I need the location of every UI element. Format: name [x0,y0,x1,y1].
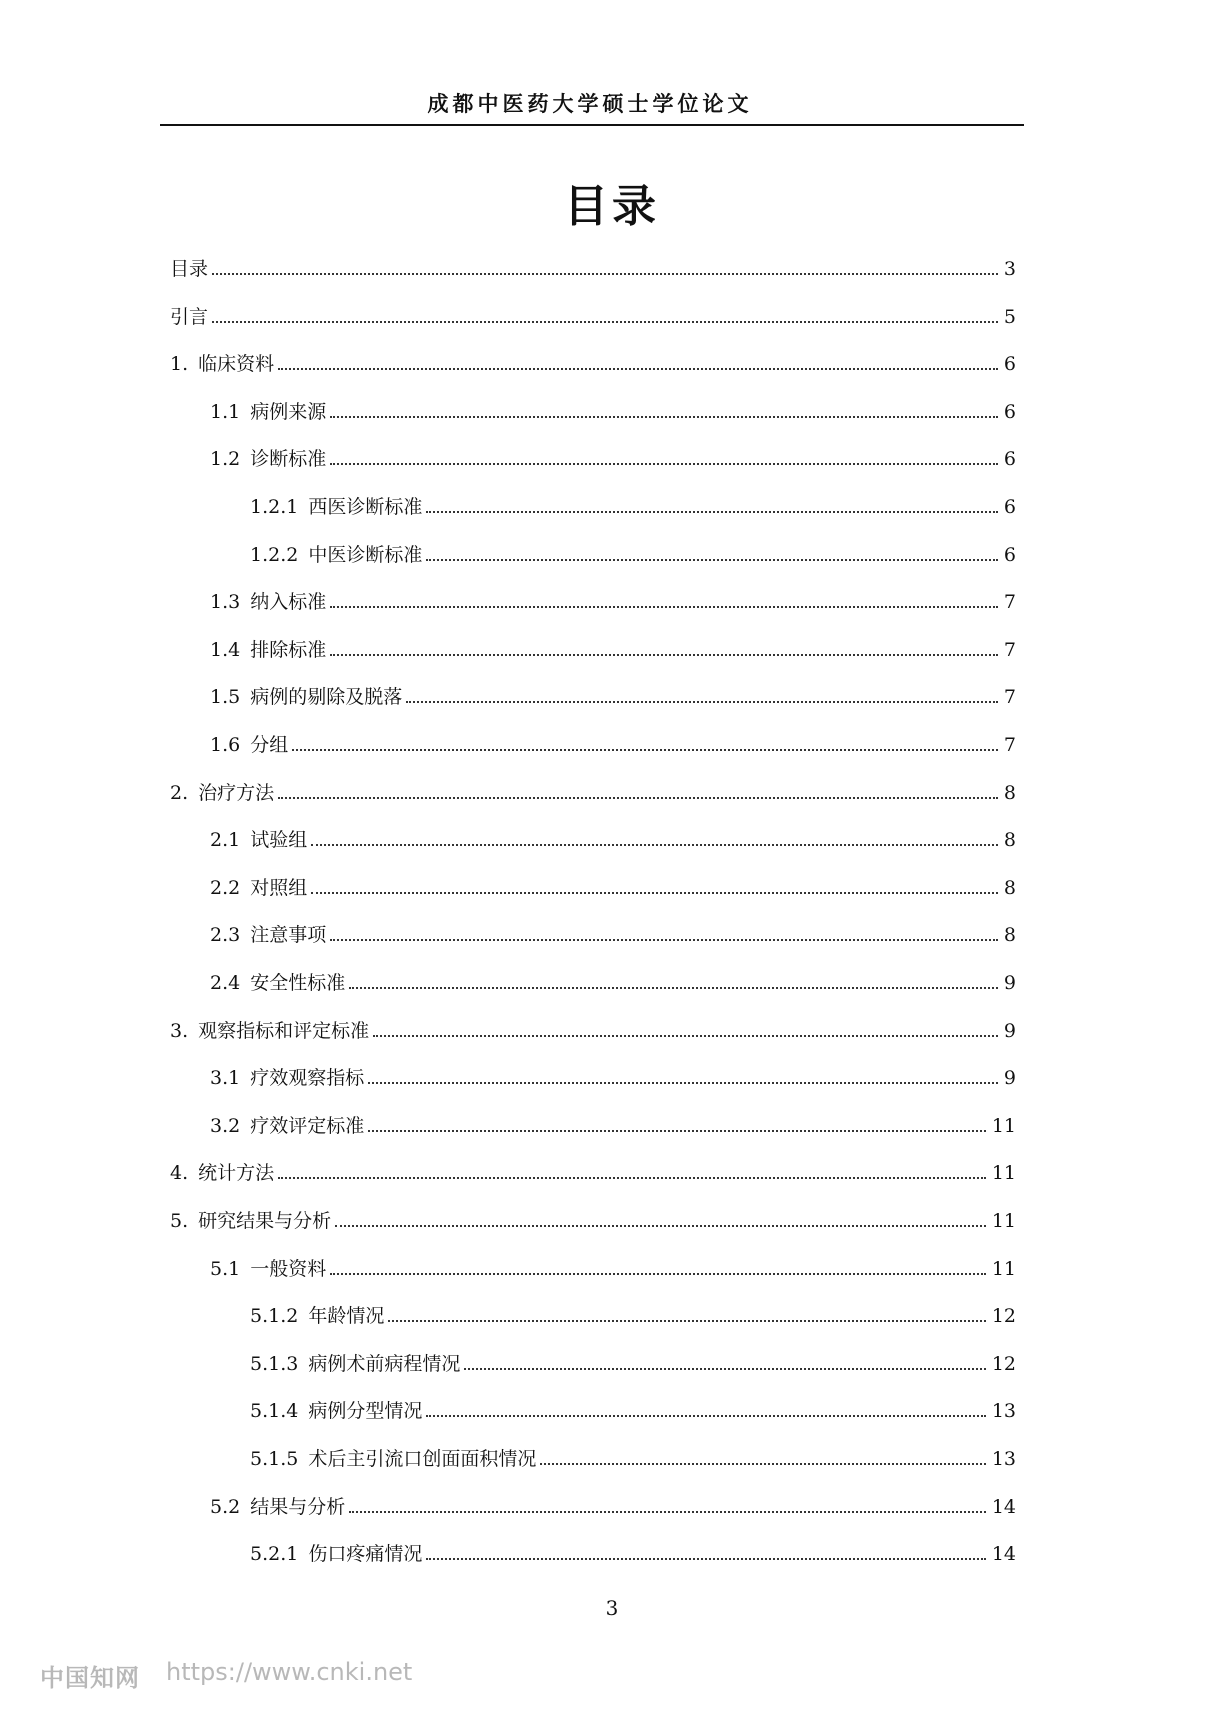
toc-entry-number: 1.2.2 [250,544,299,566]
toc-entry-label: 研究结果与分析 [198,1210,332,1232]
toc-entry-number: 1.2 [210,448,241,470]
toc-entry[interactable] [210,732,1016,758]
toc-entry-label: 术后主引流口创面面积情况 [308,1448,537,1470]
toc-entry-page: 8 [1003,829,1016,851]
toc-entry-page: 11 [991,1162,1016,1184]
toc-entry[interactable] [250,1541,1016,1567]
toc-leader-dots [540,1462,985,1465]
toc-entry-label: 目录 [170,258,209,280]
toc-entry-page: 9 [1003,1020,1016,1042]
toc-entry[interactable] [210,875,1016,901]
toc-entry-page: 8 [1003,877,1016,899]
watermark [40,1658,412,1693]
toc-entry-page: 7 [1003,591,1016,613]
toc-entry[interactable] [250,1351,1016,1377]
running-header: 成都中医药大学硕士学位论文 [427,91,753,116]
toc-entry-number: 3.2 [210,1115,241,1137]
toc-leader-dots [278,796,998,799]
toc-entry-page: 14 [991,1496,1016,1518]
toc-leader-dots [278,367,998,370]
toc-entry[interactable] [210,1256,1016,1282]
toc-leader-dots [330,605,998,608]
toc-entry-number: 5. [170,1210,189,1232]
toc-entry[interactable] [210,399,1016,425]
toc-entry-page: 8 [1003,782,1016,804]
toc-entry[interactable] [210,589,1016,615]
toc-entry-label: 病例术前病程情况 [308,1353,461,1375]
toc-entry[interactable] [210,637,1016,663]
toc-entry[interactable] [170,1160,1016,1186]
toc-leader-dots [388,1319,985,1322]
watermark-brand: 中国知网 [40,1664,140,1692]
toc-entry-number: 5.1.4 [250,1400,299,1422]
toc-entry-page: 6 [1003,401,1016,423]
toc-entry-page: 13 [991,1448,1016,1470]
toc-entry-number: 3.1 [210,1067,241,1089]
toc-entry-number: 5.1.3 [250,1353,299,1375]
toc-entry[interactable] [210,446,1016,472]
toc-leader-dots [426,510,998,513]
toc-leader-dots [426,1557,985,1560]
toc-entry-label: 年龄情况 [308,1305,385,1327]
toc-leader-dots [212,272,998,275]
toc-entry-number: 4. [170,1162,189,1184]
toc-entry-page: 3 [1003,258,1016,280]
toc-entry[interactable] [250,494,1016,520]
toc-entry-number: 1.2.1 [250,496,299,518]
toc-entry-number: 1.3 [210,591,241,613]
toc-leader-dots [368,1129,986,1132]
toc-entry-label: 伤口疼痛情况 [308,1543,423,1565]
toc-entry[interactable] [250,542,1016,568]
toc-entry-label: 病例的剔除及脱落 [250,686,403,708]
toc-entry-page: 7 [1003,686,1016,708]
toc-entry-label: 治疗方法 [198,782,275,804]
toc-entry-number: 5.1.2 [250,1305,299,1327]
toc-entry[interactable] [210,922,1016,948]
toc-entry-label: 纳入标准 [250,591,327,613]
toc-entry[interactable] [210,684,1016,710]
toc-entry-number: 1.1 [210,401,241,423]
toc-entry-label: 引言 [170,306,209,328]
toc-entry-label: 病例分型情况 [308,1400,423,1422]
toc-leader-dots [311,891,998,894]
toc-entry-number: 2.1 [210,829,241,851]
toc-entry[interactable] [250,1303,1016,1329]
toc-entry-label: 对照组 [250,877,308,899]
toc-entry-page: 9 [1003,1067,1016,1089]
toc-entry[interactable] [250,1398,1016,1424]
toc-entry[interactable] [210,1065,1016,1091]
toc-entry-number: 1.5 [210,686,241,708]
toc-entry-number: 1. [170,353,189,375]
toc-entry-page: 7 [1003,639,1016,661]
toc-entry[interactable] [210,827,1016,853]
toc-entry-number: 5.1 [210,1258,241,1280]
toc-entry[interactable] [210,970,1016,996]
toc-entry-page: 7 [1003,734,1016,756]
toc-entry[interactable] [170,1018,1016,1044]
toc-entry[interactable] [170,256,1016,282]
toc-entry-page: 11 [991,1115,1016,1137]
toc-entry[interactable] [170,1208,1016,1234]
toc-entry-label: 统计方法 [198,1162,275,1184]
toc-leader-dots [335,1224,986,1227]
toc-entry-page: 6 [1003,448,1016,470]
toc-leader-dots [212,320,998,323]
toc-entry-page: 11 [991,1258,1016,1280]
toc-entry-label: 疗效评定标准 [250,1115,365,1137]
toc-entry-label: 临床资料 [198,353,275,375]
toc-entry[interactable] [170,351,1016,377]
toc-leader-dots [373,1034,998,1037]
toc-entry-number: 2. [170,782,189,804]
toc-leader-dots [330,938,998,941]
toc-entry-page: 9 [1003,972,1016,994]
toc-entry-number: 2.3 [210,924,241,946]
toc-leader-dots [464,1367,985,1370]
toc-entry-label: 疗效观察指标 [250,1067,365,1089]
toc-leader-dots [330,415,998,418]
toc-entry-page: 11 [991,1210,1016,1232]
toc-entry[interactable] [170,304,1016,330]
toc-entry-page: 14 [991,1543,1016,1565]
toc-entry-number: 2.4 [210,972,241,994]
toc-entry-label: 结果与分析 [250,1496,346,1518]
toc-entry[interactable] [210,1113,1016,1139]
toc-entry-label: 注意事项 [250,924,327,946]
toc-leader-dots [426,1414,985,1417]
toc-entry[interactable] [250,1446,1016,1472]
page-number: 3 [605,1596,619,1620]
toc-entry-page: 12 [991,1353,1016,1375]
toc-leader-dots [330,462,998,465]
toc-entry-label: 观察指标和评定标准 [198,1020,370,1042]
toc-entry-label: 一般资料 [250,1258,327,1280]
toc-entry-page: 5 [1003,306,1016,328]
toc-leader-dots [349,1510,986,1513]
toc-entry-label: 中医诊断标准 [308,544,423,566]
toc-entry-label: 安全性标准 [250,972,346,994]
toc-entry-page: 12 [991,1305,1016,1327]
toc-entry-label: 试验组 [250,829,308,851]
toc-entry-number: 5.2.1 [250,1543,299,1565]
watermark-url: https://www.cnki.net [166,1658,413,1686]
toc-entry-number: 1.6 [210,734,241,756]
toc-leader-dots [311,843,998,846]
toc-entry-page: 8 [1003,924,1016,946]
toc-leader-dots [368,1081,998,1084]
toc-entry-label: 分组 [250,734,289,756]
toc-entry-page: 6 [1003,353,1016,375]
toc-entry-number: 3. [170,1020,189,1042]
toc-leader-dots [349,986,998,989]
toc-entry[interactable] [170,780,1016,806]
toc-entry-page: 6 [1003,496,1016,518]
toc-entry-label: 西医诊断标准 [308,496,423,518]
toc-leader-dots [330,1272,986,1275]
toc-entry-page: 6 [1003,544,1016,566]
toc-entry-label: 诊断标准 [250,448,327,470]
toc-leader-dots [292,748,998,751]
toc-entry-number: 5.1.5 [250,1448,299,1470]
toc-entry[interactable] [210,1494,1016,1520]
toc-leader-dots [278,1176,986,1179]
toc-leader-dots [330,653,998,656]
toc-entry-number: 2.2 [210,877,241,899]
page-title: 目录 [564,181,660,232]
toc-entry-page: 13 [991,1400,1016,1422]
toc-entry-number: 5.2 [210,1496,241,1518]
header-rule [160,124,1024,126]
toc-entry-number: 1.4 [210,639,241,661]
toc-leader-dots [426,558,998,561]
toc-entry-label: 病例来源 [250,401,327,423]
toc-entry-label: 排除标准 [250,639,327,661]
toc-leader-dots [406,700,998,703]
